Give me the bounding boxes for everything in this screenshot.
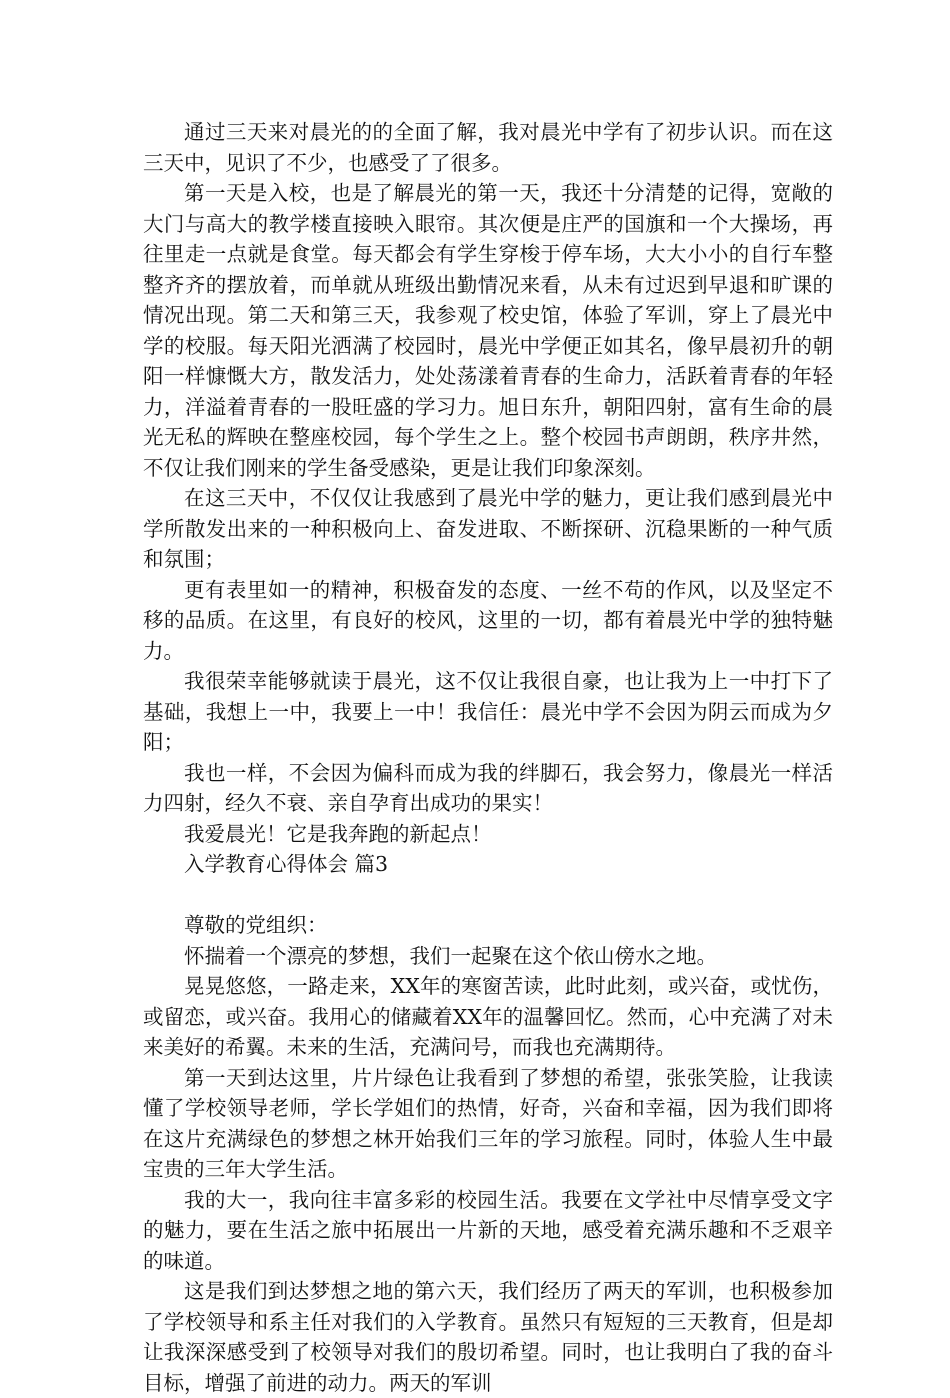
paragraph: 第一天是入校，也是了解晨光的第一天，我还十分清楚的记得，宽敞的大门与高大的教学楼直接映入眼帘。其次便是庄严的国旗和一个大操场，再往里走一点就是食堂。每天都会有学生穿梭于停车场，大大小小的自行车整整齐齐的摆放着，而单就从班级出勤情况来看，从未有过迟到早退和旷课的情况出现。第二天和第三天，我参观了校史馆，体验了军训，穿上了晨光中学的校服。每天阳光洒满了校园时，晨光中学便正如其名，像早晨初升的朝阳一样慷慨大方，散发活力，处处荡漾着青春的生命力，活跃着青春的年轻力，洋溢着青春的一股旺盛的学习力。旭日东升，朝阳四射，富有生命的晨光无私的辉映在整座校园，每个学生之上。整个校园书声朗朗，秩序井然，不仅让我们刚来的学生备受感染，更是让我们印象深刻。: [143, 181, 833, 480]
blank-line: [143, 880, 833, 911]
paragraph: 第一天到达这里，片片绿色让我看到了梦想的希望，张张笑脸，让我读懂了学校领导老师，学长学姐们的热情，好奇，兴奋和幸福，因为我们即将在这片充满绿色的梦想之林开始我们三年的学习旅程。同时，体验人生中最宝贵的三年大学生活。: [143, 1065, 833, 1181]
salutation: 尊敬的党组织：: [184, 913, 328, 937]
paragraph: 怀揣着一个漂亮的梦想，我们一起聚在这个依山傍水之地。: [184, 943, 717, 968]
paragraph: 通过三天来对晨光的的全面了解，我对晨光中学有了初步认识。而在这三天中，见识了不少，也感受了了很多。: [143, 120, 833, 175]
section-heading: 入学教育心得体会 篇3: [184, 852, 389, 876]
paragraph: 在这三天中，不仅仅让我感到了晨光中学的魅力，更让我们感到晨光中学所散发出来的一种积极向上、奋发进取、不断探研、沉稳果断的一种气质和氛围；: [143, 486, 833, 571]
paragraph: 我爱晨光！它是我奔跑的新起点！: [184, 821, 492, 846]
document-body: [143, 117, 833, 1398]
paragraph: 我也一样，不会因为偏科而成为我的绊脚石，我会努力，像晨光一样活力四射，经久不衰、亲自孕育出成功的果实！: [143, 760, 833, 815]
paragraph: 我很荣幸能够就读于晨光，这不仅让我很自豪，也让我为上一中打下了基础，我想上一中，我要上一中！我信任：晨光中学不会因为阴云而成为夕阳；: [143, 669, 833, 754]
paragraph: 晃晃悠悠，一路走来，XX年的寒窗苦读，此时此刻，或兴奋，或忧伤，或留恋，或兴奋。我用心的储藏着XX年的温馨回忆。然而，心中充满了对未来美好的希翼。未来的生活，充满问号，而我也充满期待。: [143, 974, 833, 1059]
paragraph: 我的大一，我向往丰富多彩的校园生活。我要在文学社中尽情享受文字的魅力，要在生活之旅中拓展出一片新的天地，感受着充满乐趣和不乏艰辛的味道。: [143, 1187, 833, 1273]
paragraph: 这是我们到达梦想之地的第六天，我们经历了两天的军训，也积极参加了学校领导和系主任对我们的入学教育。虽然只有短短的三天教育，但是却让我深深感受到了校领导对我们的殷切希望。同时，也让我明白了我的奋斗目标，增强了前进的动力。两天的军训: [143, 1279, 833, 1395]
paragraph: 更有表里如一的精神，积极奋发的态度、一丝不苟的作风，以及坚定不移的品质。在这里，有良好的校风，这里的一切，都有着晨光中学的独特魅力。: [143, 577, 833, 663]
